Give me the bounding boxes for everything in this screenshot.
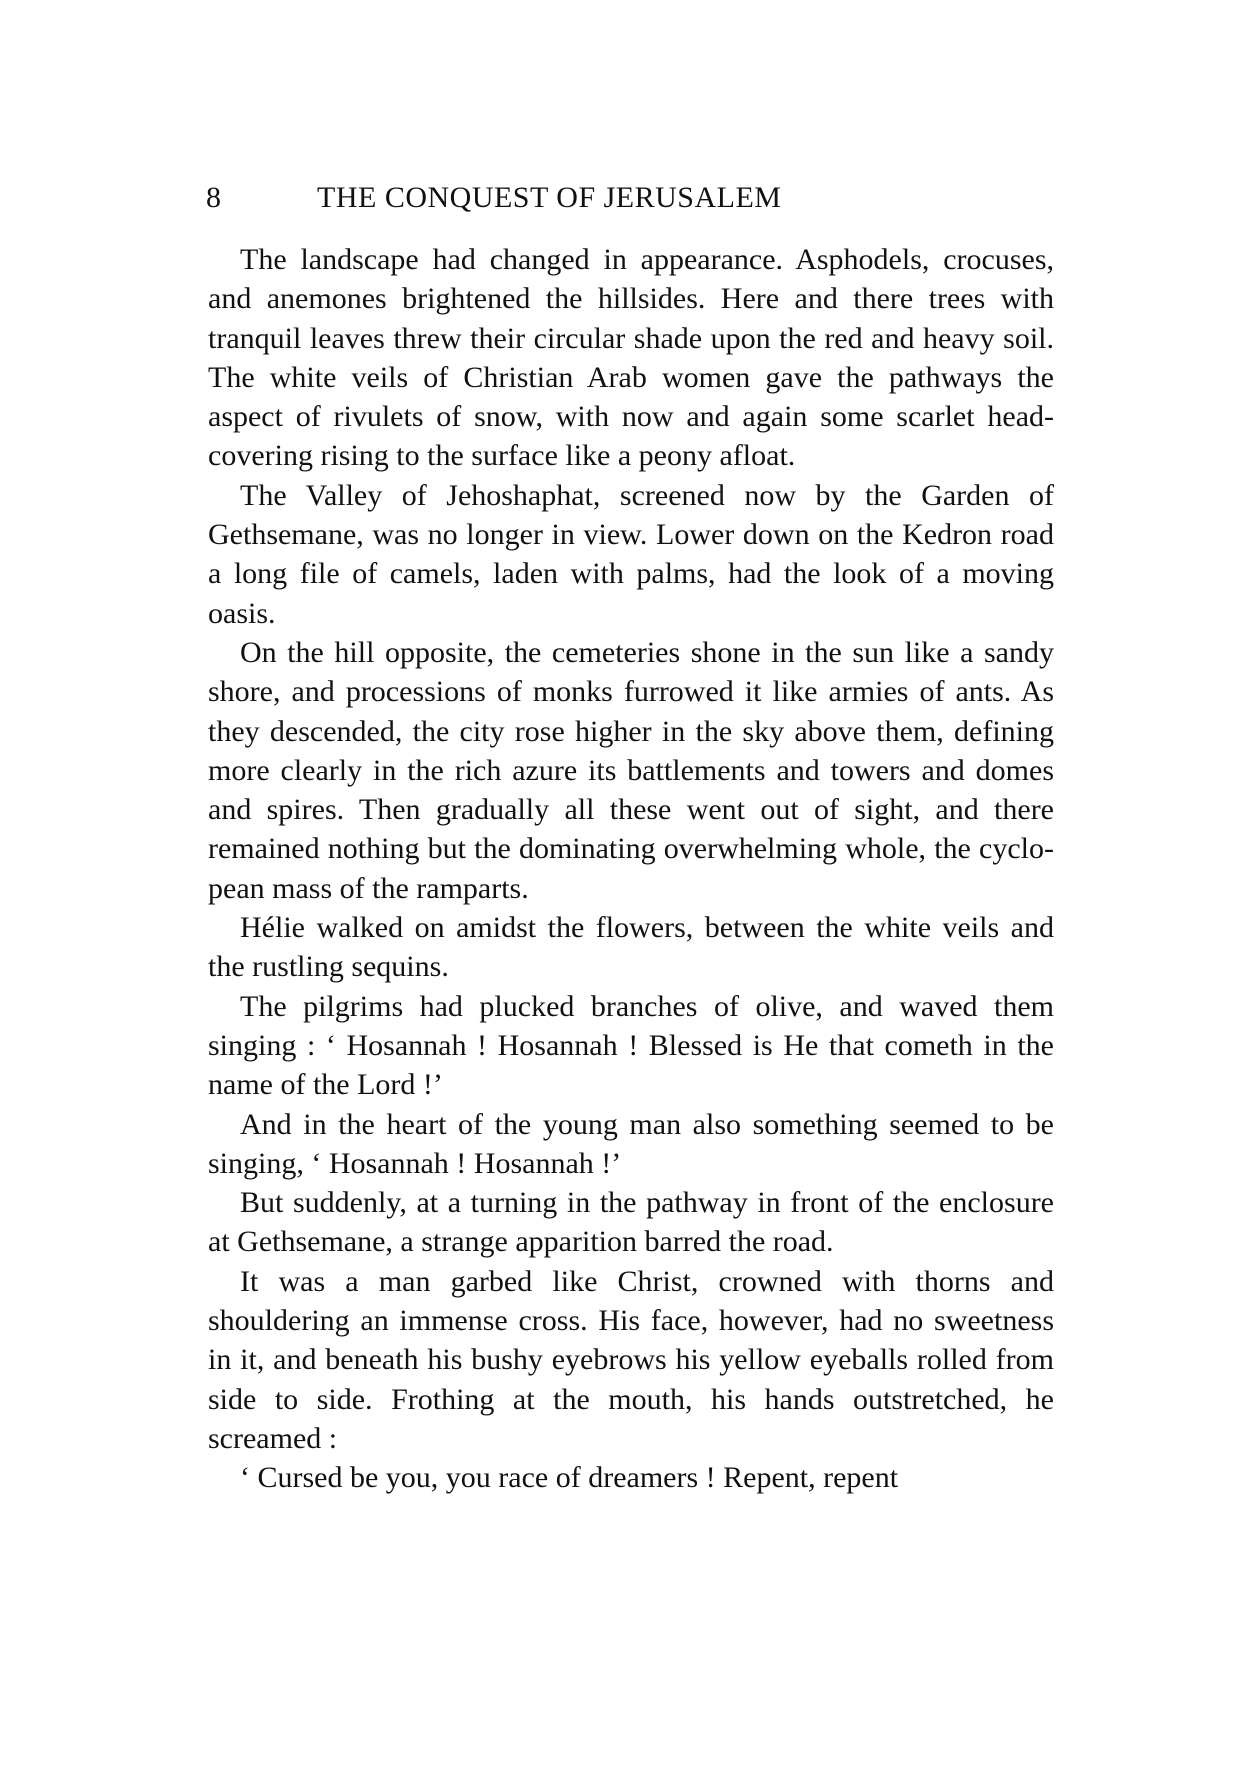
paragraph-landscape: The landscape had changed in appearance. Asphodels, crocuses, and anemones brightened the hillsides. Here and there trees with tranquil leaves threw their circular shade upon the red and heavy soil. The white veils of Christian Arab women gave the pathways the aspect of rivulets of snow, with now and again some scarlet head-covering rising to the surface like a peony afloat. [208,243,1054,473]
running-title: THE CONQUEST OF JERUSALEM [317,181,782,214]
paragraph-helie: Hélie walked on amidst the flowers, between the white veils and the rustling sequins. [208,911,1054,984]
paragraph-hill: On the hill opposite, the cemeteries shone in the sun like a sandy shore, and processions of monks furrowed it like armies of ants. As they descended, the city rose higher in the sky above them, defining more clearly in the rich azure its battlements and towers and domes and spires. Then gradually all these went out of sight, and there remained nothing but the dominating overwhelming whole, the cyclo-pean mass of the ramparts. [208,635,1054,905]
paragraph-cursed: ‘ Cursed be you, you race of dreamers ! Repent, repent [240,1461,899,1495]
paragraph-pilgrims: The pilgrims had plucked branches of olive, and waved them singing : ‘ Hosannah ! Hosannah ! Blessed is He that cometh in the name of the Lord !’ [208,989,1054,1102]
paragraph-young-man: And in the heart of the young man also something seemed to be singing, ‘ Hosannah ! Hosannah !’ [208,1107,1054,1180]
page-number: 8 [206,181,221,214]
paragraph-valley: The Valley of Jehoshaphat, screened now by the Garden of Gethsemane, was no longer in view. Lower down on the Kedron road a long file of camels, laden with palms, had the look of a moving oasis. [208,478,1054,630]
paragraph-apparition: But suddenly, at a turning in the pathway in front of the enclosure at Gethsemane, a strange apparition barred the road. [208,1186,1054,1259]
body-text [208,240,1054,1498]
running-header [206,178,1054,218]
paragraph-man-like-christ: It was a man garbed like Christ, crowned with thorns and shouldering an immense cross. His face, however, had no sweetness in it, and beneath his bushy eyebrows his yellow eyeballs rolled from side to side. Frothing at the mouth, his hands outstretched, he screamed : [208,1264,1054,1455]
